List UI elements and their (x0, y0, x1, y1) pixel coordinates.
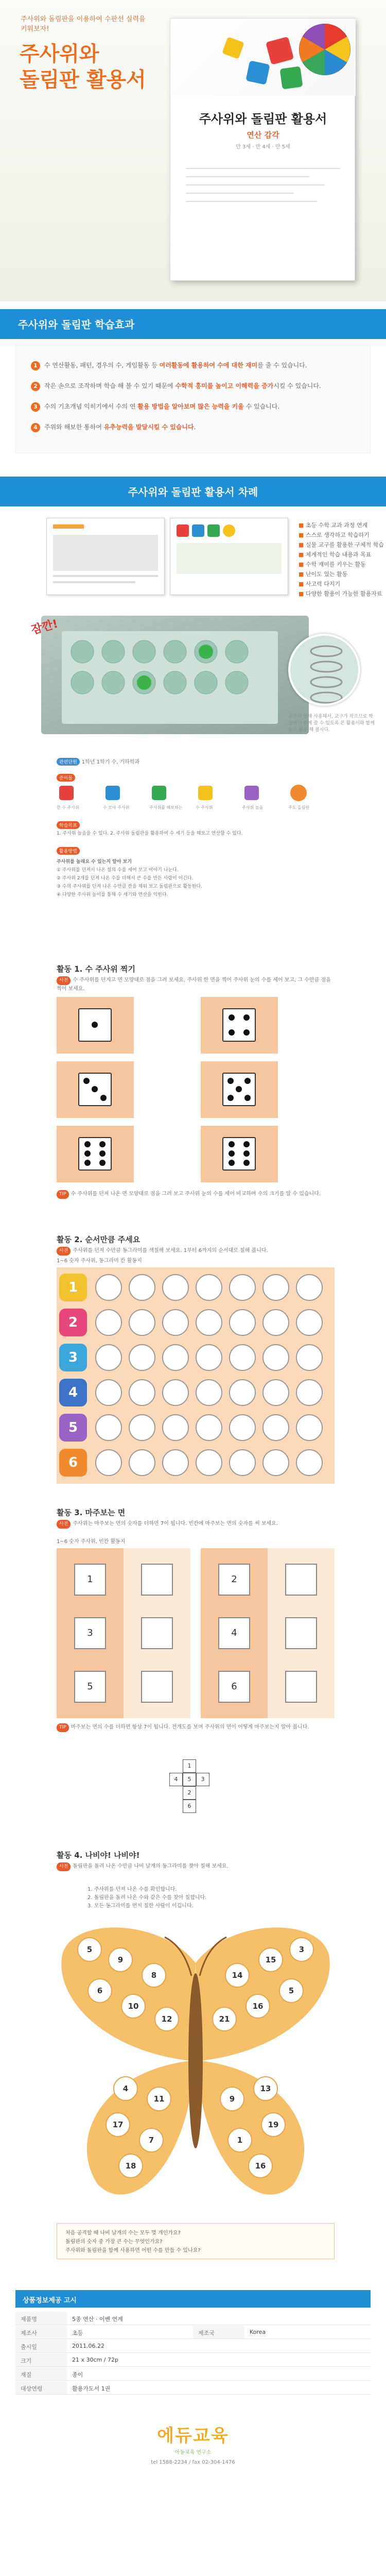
effects-title: 주사위와 돌림판 학습효과 (18, 318, 135, 331)
ring-icon (290, 636, 360, 706)
cover-subtitle: 연산 감각 (247, 130, 279, 140)
die-face-5 (222, 1073, 256, 1106)
materials-icons (57, 783, 335, 804)
activity1-title: 활동 1. 수 주사위 찍기 (57, 964, 135, 974)
face-number: 5 (74, 1671, 106, 1703)
face-number: 1 (74, 1564, 106, 1596)
contents-list-item: ■ 수학 재미를 키우는 활동 (299, 561, 366, 568)
contents-list-item: ■ 다양한 활용이 가능한 활용자료 (299, 590, 382, 597)
answer-box[interactable] (285, 1564, 317, 1596)
die-face-3 (78, 1073, 112, 1106)
contents-list-item: ■ 초등 수학 교과 과정 연계 (299, 522, 368, 529)
product-title-bar (15, 2290, 371, 2308)
wing-number[interactable]: 7 (139, 2128, 164, 2153)
goal-text: 1. 주사위 놀음을 수 있다. 2. 주사위 돌림판을 활용하여 수 세기 등을 해보고 연산할 수 있다. (57, 831, 243, 836)
wing-number[interactable]: 14 (225, 1963, 250, 1988)
activity3-right-board (201, 1548, 335, 1718)
activity1-note: TIP 수 주사위를 던져 나온 면 모양대로 점을 그려 보고 주사위 눈의 수를 세어 비교하며 수의 크기를 알 수 있습니다. (57, 1190, 335, 1199)
answer-box[interactable] (285, 1671, 317, 1703)
wing-number[interactable]: 5 (279, 1978, 304, 2003)
answer-box[interactable] (141, 1617, 173, 1649)
goal-label: 학습목표 (57, 819, 82, 829)
product-row: 대상연령 활용가도서 1권 (15, 2381, 371, 2395)
cover-lines (186, 168, 340, 209)
cover-art (170, 19, 356, 96)
effect-item: 4 주위와 해보한 통하여 유추능력을 발달시킬 수 있습니다. (31, 422, 196, 432)
hero-title: 주사위와 돌림판 활용서 (20, 42, 146, 92)
coin-pockets (62, 631, 278, 724)
materials-labels: 한 수 주사위 수 모아 주사위 주사위를 해보하는 수 주사위 주사위 놀음 주도 돌림판 (57, 805, 310, 810)
method-text: 주사위를 놀래요 수 있는지 알아 보기 ① 주사위를 던져서 나온 점의 수를 세어 보고 이야기 나눈다. ② 주사위 2개를 던져 나온 수를 더해서 큰 수를 만든 사람이 이긴다. ③ 수의 주사위를 던져 나온 수만큼 칸을 채워 보고 돌림판으로 활동한다. ④ 다양한 주사위 놀이를 통해 수 세기와 연산을 익힌다. (57, 859, 202, 897)
wing-number[interactable]: 19 (261, 2112, 286, 2137)
wing-number[interactable]: 10 (121, 1994, 146, 2019)
number-tile: 4 (59, 1379, 87, 1406)
wing-number[interactable]: 13 (253, 2076, 278, 2101)
answer-box[interactable] (285, 1617, 317, 1649)
butterfly-board (57, 1917, 335, 2205)
contents-list (299, 520, 384, 599)
circle-row (57, 1412, 335, 1444)
materials-label: 준비물 (57, 772, 77, 782)
wing-number[interactable]: 3 (289, 1937, 314, 1962)
activity4-desc: 사전 돌림판을 돌려 나온 수만큼 나비 날개의 동그라미를 찾아 칠해 보세요. (57, 1862, 335, 1871)
wing-number[interactable]: 15 (258, 1947, 283, 1972)
effect-item: 3 수의 기초개념 익히기에서 수의 연 활용 방법을 알아보며 많은 능력을 키울 수 있습니다. (31, 402, 279, 412)
contents-list-item: ■ 난이도 있는 활동 (299, 571, 348, 578)
activity2-board (57, 1267, 335, 1484)
wing-number[interactable]: 11 (147, 2087, 171, 2111)
face-number: 6 (218, 1671, 250, 1703)
effect-item: 2 작은 손으로 조작하며 학습 해 볼 수 있기 때문에 수학적 흥미를 높이고 이해력을 증가시킬 수 있습니다. (31, 381, 321, 391)
die-face-1 (78, 1008, 112, 1042)
circle-row (57, 1307, 335, 1338)
answer-box[interactable] (141, 1564, 173, 1596)
wing-number[interactable]: 5 (77, 1937, 102, 1962)
hero-section (0, 0, 386, 301)
contents-list-item: ■ 스스로 생각하고 학습하기 (299, 532, 370, 538)
wing-number[interactable]: 12 (154, 2007, 179, 2031)
activity4-questions: 처음 공격할 때 나비 날개의 수는 모두 몇 개인가요? 돌림판의 숫자 중 가장 큰 수는 무엇인가요? 주사위와 돌림판을 함께 사용하면 어떤 수를 만들 수 있나요? (57, 2223, 335, 2259)
face-number: 3 (74, 1617, 106, 1649)
wing-number[interactable]: 18 (118, 2154, 143, 2178)
number-tile: 6 (59, 1449, 87, 1477)
contents-book-page-2 (170, 518, 288, 595)
effects-title-bar (0, 309, 386, 339)
activity4-steps: 1. 주사위를 던져 나온 수를 확인합니다. 2. 돌림판을 돌려 나온 수와 같은 수를 찾아 칠합니다. 3. 모든 동그라미를 먼저 칠한 사람이 이깁니다. (87, 1887, 207, 1909)
circle-row (57, 1377, 335, 1409)
mini-header: 관련단원 1학년 1학기 수, 기하학과 (57, 757, 139, 766)
wing-number[interactable]: 4 (113, 2076, 138, 2101)
product-title: 상품정보제공 고시 (23, 2297, 77, 2304)
butterfly-icon (57, 1917, 335, 2205)
mini-guide-card (57, 757, 335, 953)
wing-number[interactable]: 6 (87, 1978, 112, 2003)
contents-book-page (46, 518, 165, 595)
circle-row (57, 1342, 335, 1374)
die-face-6 (78, 1137, 112, 1171)
die-face-6 (222, 1137, 256, 1171)
activity2-sub: 1~6 숫자 주사위, 동그라미 칸 활동지 (57, 1258, 142, 1264)
circle-row (57, 1447, 335, 1479)
contents-title-bar (0, 477, 386, 506)
wing-number[interactable]: 1 (227, 2128, 252, 2153)
book-cover (170, 18, 355, 281)
dice-net: 1 4 5 3 2 6 (154, 1759, 237, 1826)
wait-badge: 잠깐! (30, 617, 60, 637)
method-label: 활용방법 (57, 845, 82, 855)
binder-note: 교구의 형태 사용해서, 교구가 작으므로 학습에서 함께 쓸 수 있도록 본 활용서와 함께 놓고 활용 해 봅시다. (288, 714, 375, 733)
product-row: 크기 21 x 30cm / 72p (15, 2353, 371, 2367)
number-tile: 3 (59, 1344, 87, 1371)
wing-number[interactable]: 9 (220, 2087, 244, 2111)
activity1-panel (57, 997, 335, 1188)
contents-list-item: ■ 체계적인 학습 내용과 목표 (299, 551, 372, 558)
activity3-note: TIP 마주보는 면의 수를 더하면 항상 7이 됩니다. 전개도를 보며 주사위의 면이 어떻게 마주보는지 알아 봅니다. (57, 1723, 335, 1754)
answer-box[interactable] (141, 1671, 173, 1703)
effect-item: 1 수 연산활동, 패턴, 경우의 수, 게임활동 등 여러활동에 활용하여 수에 대한 재미를 줄 수 있습니다. (31, 361, 307, 370)
binder-photo (41, 616, 309, 734)
binder-rings-zoom (288, 634, 360, 706)
activity2-desc: 사전 주사위를 던져 수만큼 동그라미를 색칠해 보세요. 1부터 6까지의 순서대로 칠해 봅니다. (57, 1247, 335, 1256)
wing-number[interactable]: 17 (106, 2112, 130, 2137)
number-tile: 5 (59, 1414, 87, 1442)
face-number: 2 (218, 1564, 250, 1596)
dice-and-spinner-illustration (170, 19, 356, 96)
product-row: 제조사 초등 제조국 Korea (15, 2326, 371, 2339)
wing-number[interactable]: 9 (108, 1947, 133, 1972)
contents-title: 주사위와 돌림판 활용서 차례 (128, 486, 258, 498)
circle-row (57, 1272, 335, 1303)
activity4-title: 활동 4. 나비야! 나비야! (57, 1851, 140, 1860)
activity1-desc: 사전 수 주사위를 던지고 면 모양대로 점을 그려 보세요. 주사위 한 면을 찍어 주사위 눈의 수를 세어 보고, 그 수만큼 점을 찍어 보세요. (57, 977, 331, 992)
activity3-sub: 1~6 숫자 주사위, 빈칸 활동지 (57, 1539, 126, 1545)
wing-number[interactable]: 21 (212, 2007, 237, 2031)
number-tile: 2 (59, 1309, 87, 1336)
product-row: 재질 종이 (15, 2367, 371, 2381)
cover-grades: 만 3세 · 만 4세 · 만 5세 (236, 144, 290, 150)
activity3-desc: 사전 주사위는 마주보는 면의 숫자를 더하면 7이 됩니다. 빈칸에 마주보는 면의 숫자를 써 보세요. (57, 1520, 335, 1529)
contents-list-item: ■ 실물 교구를 활용한 구체적 학습 (299, 541, 384, 548)
wing-number[interactable]: 16 (248, 2154, 273, 2178)
activity3-left-board (57, 1548, 190, 1718)
contents-list-item: ■ 사고력 다지기 (299, 581, 341, 587)
die-face-4 (222, 1008, 256, 1042)
wing-number[interactable]: 8 (142, 1963, 166, 1988)
activity2-title: 활동 2. 순서만큼 주세요 (57, 1235, 141, 1244)
activity3-title: 활동 3. 마주보는 면 (57, 1508, 126, 1517)
number-tile: 1 (59, 1274, 87, 1301)
face-number: 4 (218, 1617, 250, 1649)
wing-number[interactable]: 16 (245, 1994, 270, 2019)
product-row: 제품명 5종 연산 · 이벤 연계 (15, 2312, 371, 2325)
brand-logo: 에듀교육 아동교육 연구소 tel 1588-2234 / fax 02-304-1476 (151, 2426, 235, 2465)
product-row: 출시일 2011.06.22 (15, 2340, 371, 2353)
cover-title: 주사위와 돌림판 활용서 (199, 112, 327, 126)
hero-tagline: 주사위와 돌림판을 이용하여 수판선 실력을 키워보자! (21, 15, 146, 33)
